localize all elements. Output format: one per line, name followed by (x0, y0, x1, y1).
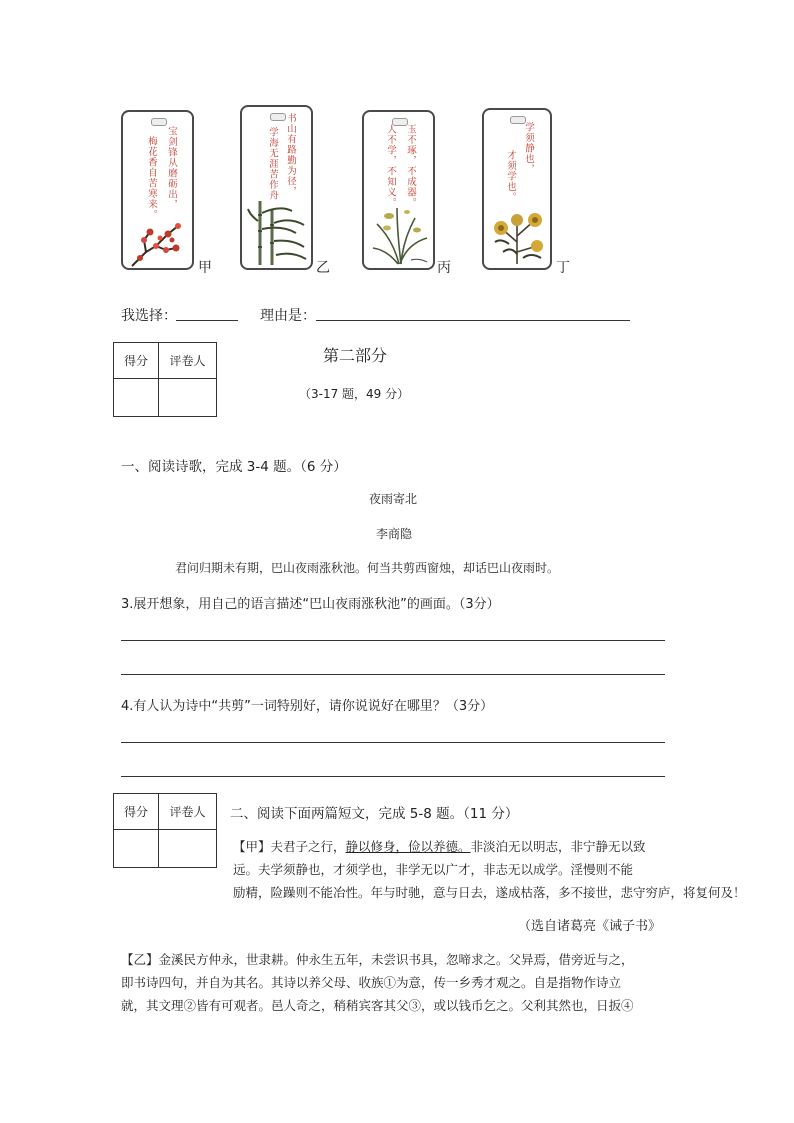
bookmark-yi (240, 105, 313, 270)
passage-text: 非淡泊无以明志，非宁静无以致 (470, 839, 646, 854)
answer-line[interactable] (121, 674, 665, 675)
bookmark-tag: 丁 (556, 260, 570, 276)
part-subtitle: （3-17 题，49 分） (299, 387, 410, 401)
grader-header: 评卷人 (159, 794, 217, 830)
score-header: 得分 (114, 794, 159, 830)
bookmark-line: 学须静也， (523, 122, 534, 175)
bamboo-icon (246, 195, 310, 267)
grader-cell[interactable] (159, 379, 217, 417)
grader-header: 评卷人 (159, 343, 217, 379)
passage-label: 【甲】 (233, 839, 271, 854)
passage-text: 夫君子之行， (270, 839, 346, 854)
score-cell[interactable] (114, 379, 159, 417)
passage-yi-line: 就，其文理②皆有可观者。邑人奇之，稍稍宾客其父③，或以钱币乞之。父利其然也，日扳④ (121, 998, 634, 1013)
bookmark-line: 学海无涯苦作舟 (267, 127, 278, 201)
underlined-text: 静以修身，俭以养德。 (345, 839, 471, 854)
passage-source: （选自诸葛亮《诫子书》 (518, 919, 662, 934)
score-cell[interactable] (114, 830, 159, 868)
section-heading: 二、阅读下面两篇短文，完成 5-8 题。（11 分） (230, 806, 519, 822)
passage-jia-line (233, 837, 646, 855)
passage-yi-line: 即书诗四句，并自为其名。其诗以养父母、收族①为意，传一乡秀才观之。自是指物作诗立 (121, 975, 622, 990)
score-header: 得分 (114, 343, 159, 379)
plum-blossom-icon (126, 212, 192, 268)
part-title: 第二部分 (323, 346, 388, 365)
score-table (113, 342, 217, 417)
bookmark-bing (362, 110, 435, 270)
bookmark-line: 书山有路勤为径， (285, 113, 296, 197)
question-4: 4.有人认为诗中“共剪”一词特别好，请你说说好在哪里？（3分） (121, 699, 494, 714)
bookmark-line: 宝剑锋从磨砺出， (166, 126, 177, 210)
chrysanthemum-icon (487, 202, 549, 266)
reason-blank[interactable] (316, 320, 630, 321)
bookmark-jia (121, 110, 194, 270)
bookmark-line: 才须学也。 (505, 150, 516, 203)
poem-title: 夜雨寄北 (369, 492, 418, 506)
bookmark-tag: 甲 (198, 260, 212, 276)
answer-line[interactable] (121, 640, 665, 641)
choice-blank[interactable] (176, 320, 238, 321)
answer-line[interactable] (121, 776, 665, 777)
bookmark-line: 玉不琢，不成器。 (405, 124, 416, 208)
bookmark-line: 梅花香自苦寒来。 (146, 136, 157, 220)
bookmark-hole (151, 118, 167, 126)
bookmark-tag: 乙 (316, 260, 330, 276)
passage-jia-line: 励精，险躁则不能冶性。年与时驰，意与日去，遂成枯落，多不接世，悲守穷庐，将复何及！ (233, 885, 746, 900)
passage-jia-line: 远。夫学须静也，才须学也，非学无以广才，非志无以成学。淫慢则不能 (233, 862, 634, 877)
question-3: 3.展开想象，用自己的语言描述“巴山夜雨涨秋池”的画面。（3分） (121, 597, 500, 612)
reason-label: 理由是： (260, 308, 316, 324)
passage-yi-line: 【乙】金溪民方仲永，世隶耕。仲永生五年，未尝识书具，忽啼求之。父异焉，借旁近与之， (121, 952, 634, 967)
bookmark-ding (482, 108, 552, 270)
grader-cell[interactable] (159, 830, 217, 868)
score-table (113, 793, 217, 868)
choice-label: 我选择： (121, 308, 177, 324)
answer-line[interactable] (121, 742, 665, 743)
poem-author: 李商隐 (376, 527, 413, 541)
orchid-icon (367, 200, 433, 266)
section-heading: 一、阅读诗歌，完成 3-4 题。（6 分） (121, 459, 347, 475)
bookmark-tag: 丙 (437, 260, 451, 276)
poem-text: 君问归期未有期，巴山夜雨涨秋池。何当共剪西窗烛，却话巴山夜雨时。 (175, 561, 560, 575)
bookmark-line: 人不学，不知义。 (385, 124, 396, 208)
